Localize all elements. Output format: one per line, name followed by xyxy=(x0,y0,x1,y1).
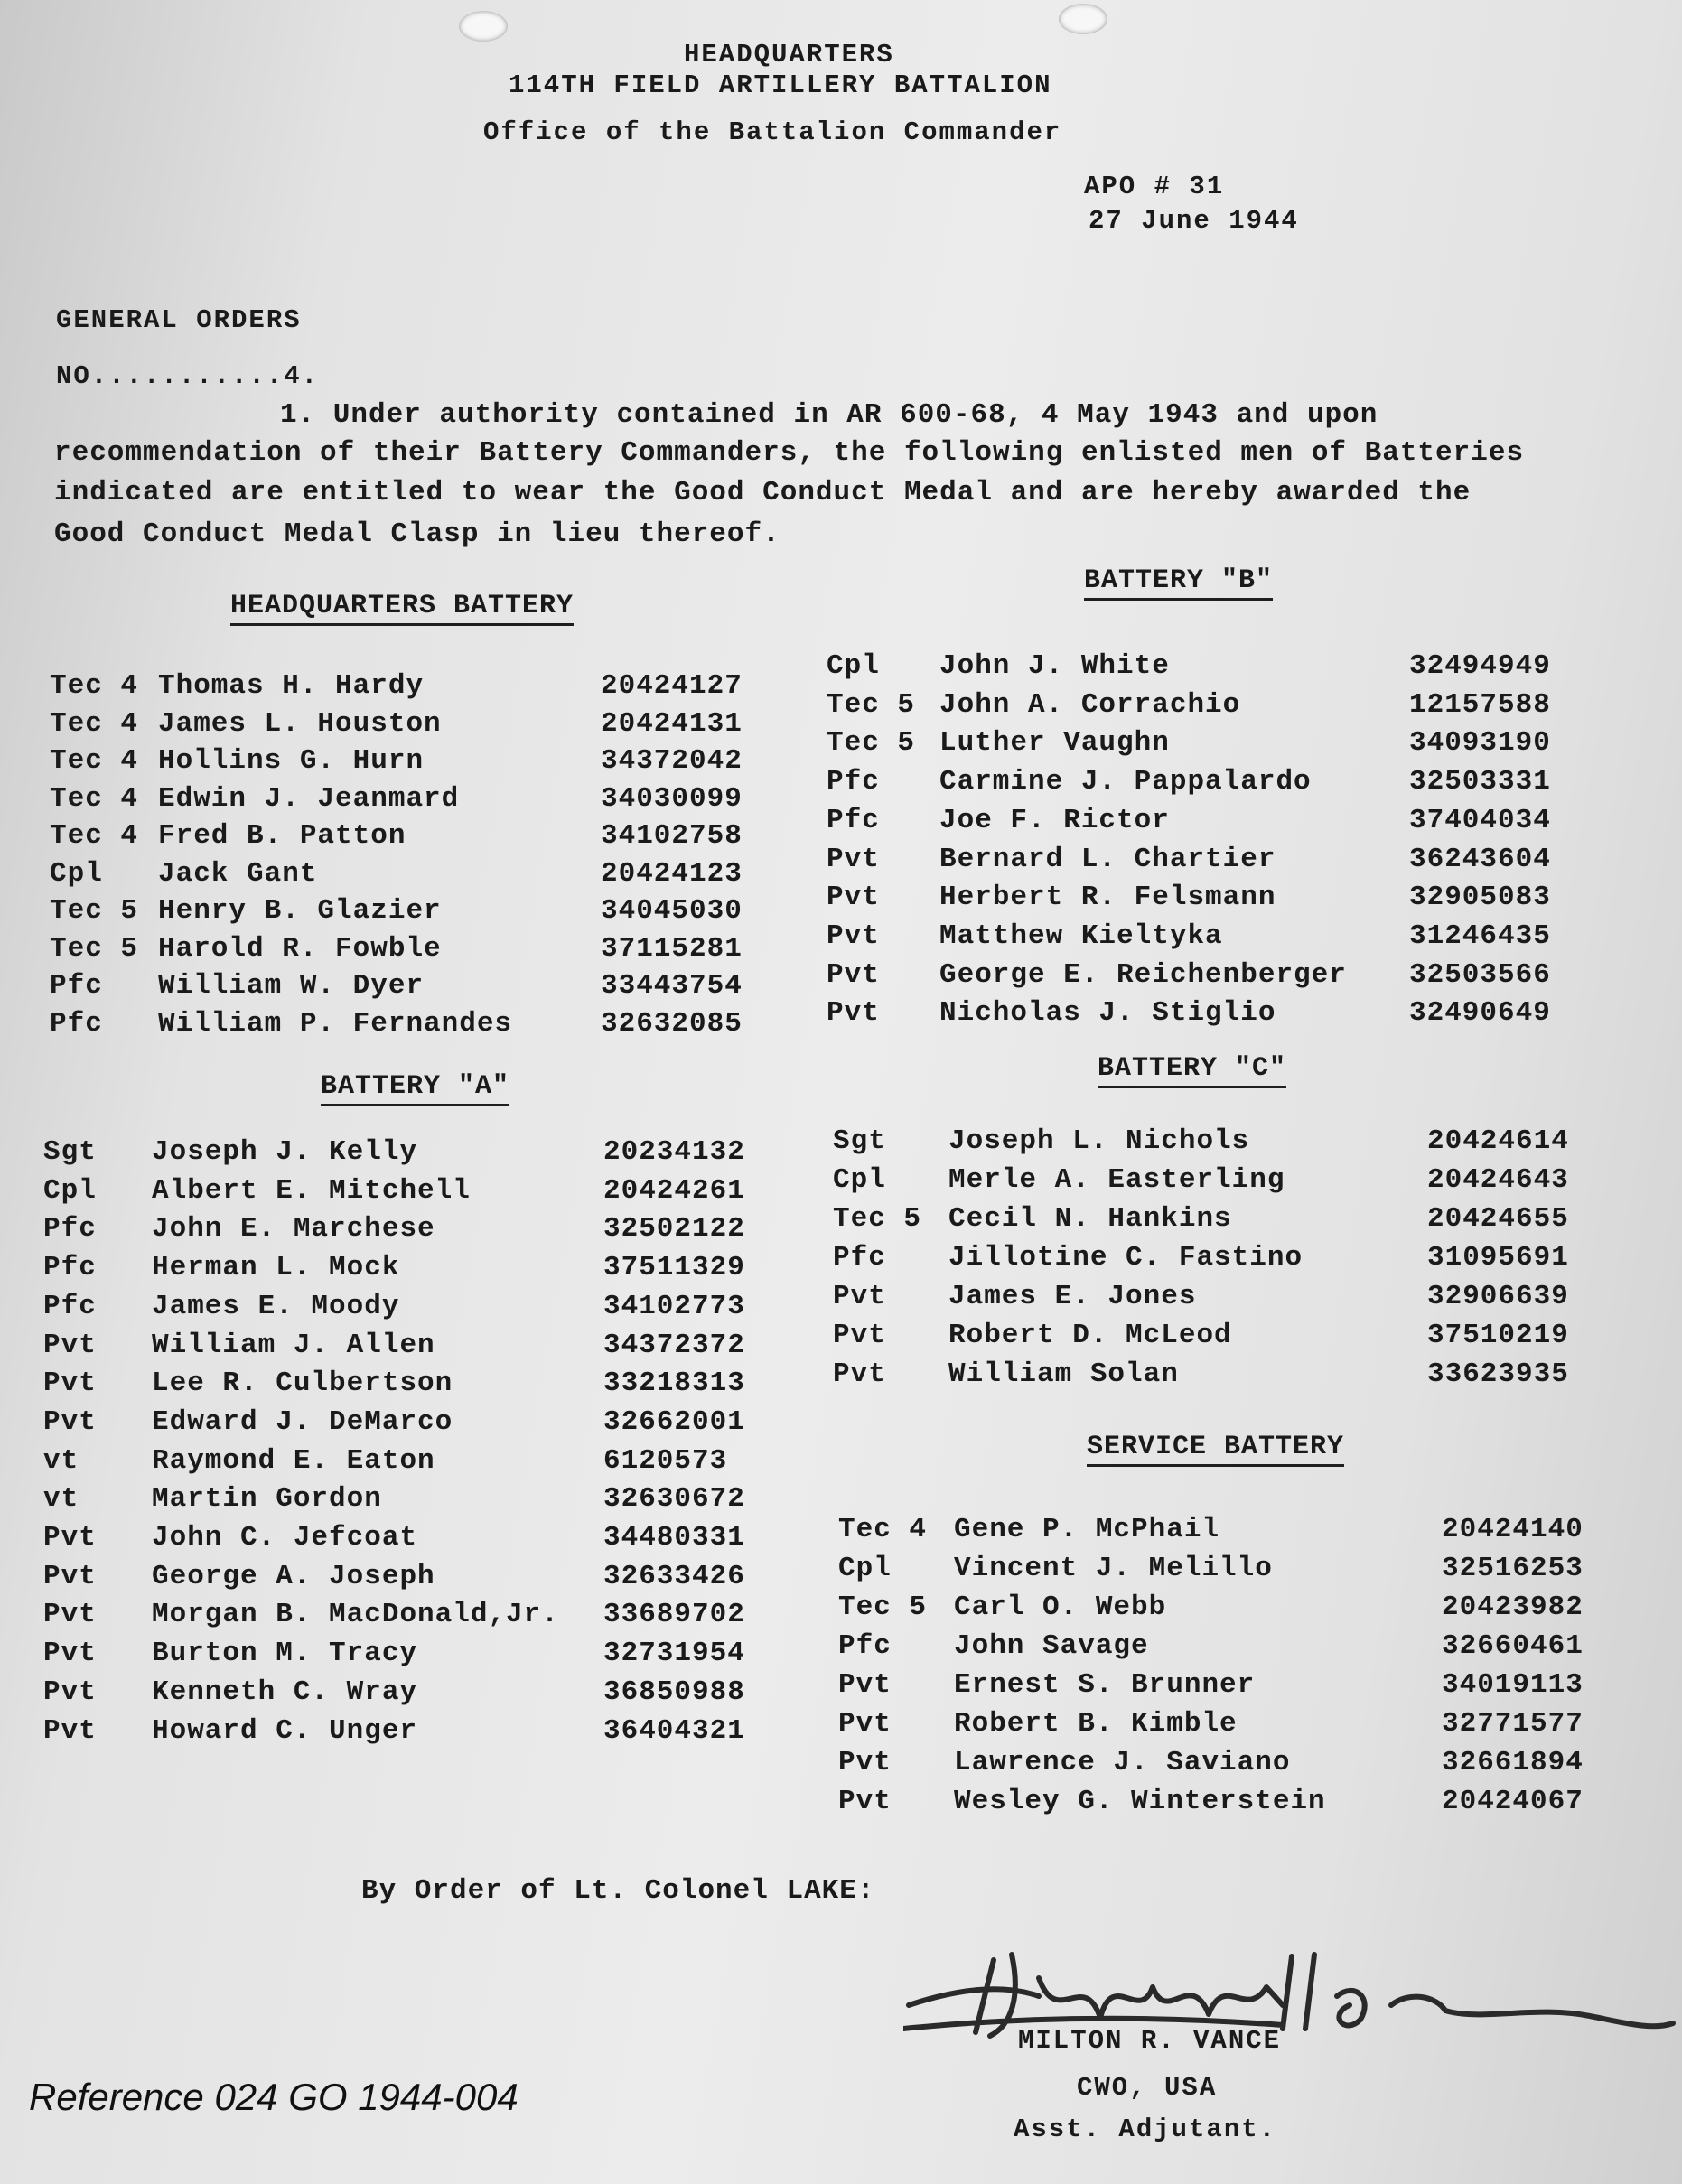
soldier-name: Edward J. DeMarco xyxy=(152,1405,453,1438)
rank: Tec 5 xyxy=(50,932,139,965)
rank: Pfc xyxy=(50,1007,103,1040)
header-apo: APO # 31 xyxy=(1084,172,1225,201)
serial-number: 32731954 xyxy=(603,1638,745,1670)
by-order-line: By Order of Lt. Colonel LAKE: xyxy=(361,1875,875,1907)
serial-number: 20424614 xyxy=(1427,1125,1569,1157)
battery-a-heading: BATTERY "A" xyxy=(321,1071,509,1106)
rank: Pvt xyxy=(43,1675,97,1708)
soldier-name: Martin Gordon xyxy=(152,1483,382,1516)
serial-number: 32905083 xyxy=(1409,882,1551,914)
soldier-name: Luther Vaughn xyxy=(939,727,1170,760)
soldier-name: Joseph L. Nichols xyxy=(948,1125,1250,1157)
soldier-name: John E. Marchese xyxy=(152,1213,435,1246)
rank: Cpl xyxy=(827,650,880,682)
rank: Pvt xyxy=(838,1786,892,1817)
soldier-name: James L. Houston xyxy=(158,707,442,740)
serial-number: 34019113 xyxy=(1442,1669,1584,1701)
serial-number: 20424123 xyxy=(601,857,743,890)
rank: Tec 5 xyxy=(827,727,916,760)
soldier-name: Carl O. Webb xyxy=(954,1591,1167,1623)
rank: Tec 5 xyxy=(827,688,916,721)
serial-number: 34102773 xyxy=(603,1290,745,1322)
rank: Pvt xyxy=(827,997,880,1030)
rank: Pvt xyxy=(838,1708,892,1740)
rank: Cpl xyxy=(50,857,103,890)
serial-number: 32503566 xyxy=(1409,958,1551,991)
orders-title: GENERAL ORDERS xyxy=(56,305,302,335)
soldier-name: Joe F. Rictor xyxy=(939,804,1170,836)
serial-number: 36243604 xyxy=(1409,843,1551,875)
soldier-name: William J. Allen xyxy=(152,1329,435,1361)
soldier-name: Herman L. Mock xyxy=(152,1252,400,1284)
rank: Pvt xyxy=(833,1320,886,1351)
soldier-name: Burton M. Tracy xyxy=(152,1638,418,1670)
service-battery-heading: SERVICE BATTERY xyxy=(1087,1432,1344,1467)
rank: Sgt xyxy=(833,1125,886,1157)
serial-number: 37510219 xyxy=(1427,1320,1569,1351)
rank: Tec 4 xyxy=(50,670,139,702)
rank: Pvt xyxy=(827,919,880,952)
soldier-name: Wesley G. Winterstein xyxy=(954,1786,1326,1817)
serial-number: 20423982 xyxy=(1442,1591,1584,1623)
soldier-name: Albert E. Mitchell xyxy=(152,1174,471,1207)
signer-name: MILTON R. VANCE xyxy=(1018,2026,1282,2056)
serial-number: 33623935 xyxy=(1427,1358,1569,1390)
paragraph-line-4: Good Conduct Medal Clasp in lieu thereof. xyxy=(54,518,780,550)
serial-number: 37404034 xyxy=(1409,804,1551,836)
rank: Pfc xyxy=(827,766,880,798)
header-headquarters: HEADQUARTERS xyxy=(684,40,894,70)
soldier-name: William W. Dyer xyxy=(158,970,425,1002)
soldier-name: Harold R. Fowble xyxy=(158,932,442,965)
rank: Pvt xyxy=(833,1281,886,1312)
soldier-name: Vincent J. Melillo xyxy=(954,1553,1273,1584)
serial-number: 34372042 xyxy=(601,745,743,777)
signer-rank: CWO, USA xyxy=(1077,2073,1218,2103)
serial-number: 32516253 xyxy=(1442,1553,1584,1584)
rank: Cpl xyxy=(43,1174,97,1207)
reference-caption: Reference 024 GO 1944-004 xyxy=(29,2076,519,2118)
serial-number: 36850988 xyxy=(603,1675,745,1708)
serial-number: 20424261 xyxy=(603,1174,745,1207)
serial-number: 34372372 xyxy=(603,1329,745,1361)
punch-hole-right xyxy=(1059,4,1107,34)
rank: Pfc xyxy=(50,970,103,1002)
soldier-name: Robert D. McLeod xyxy=(948,1320,1232,1351)
rank: Pvt xyxy=(827,958,880,991)
paragraph-line-3: indicated are entitled to wear the Good Conduct Medal and are hereby awarded the xyxy=(54,477,1472,509)
rank: Pfc xyxy=(43,1290,97,1322)
serial-number: 33443754 xyxy=(601,970,743,1002)
serial-number: 33689702 xyxy=(603,1599,745,1631)
serial-number: 20424067 xyxy=(1442,1786,1584,1817)
rank: Tec 4 xyxy=(50,745,139,777)
rank: Tec 4 xyxy=(838,1514,928,1545)
serial-number: 20424140 xyxy=(1442,1514,1584,1545)
rank: Pvt xyxy=(827,843,880,875)
serial-number: 6120573 xyxy=(603,1444,728,1477)
serial-number: 31095691 xyxy=(1427,1242,1569,1274)
serial-number: 32494949 xyxy=(1409,650,1551,682)
rank: Tec 5 xyxy=(50,895,139,927)
rank: Pfc xyxy=(833,1242,886,1274)
soldier-name: William Solan xyxy=(948,1358,1179,1390)
rank: Pfc xyxy=(838,1630,892,1662)
rank: Pvt xyxy=(43,1638,97,1670)
serial-number: 32633426 xyxy=(603,1560,745,1592)
serial-number: 34102758 xyxy=(601,820,743,852)
rank: Tec 4 xyxy=(50,707,139,740)
soldier-name: Jack Gant xyxy=(158,857,318,890)
paragraph-line-2: recommendation of their Battery Commanders, the following enlisted men of Batteries xyxy=(54,437,1525,469)
soldier-name: John Savage xyxy=(954,1630,1149,1662)
serial-number: 20424655 xyxy=(1427,1203,1569,1235)
rank: vt xyxy=(43,1483,79,1516)
rank: Cpl xyxy=(833,1164,886,1196)
paragraph-line-1: 1. Under authority contained in AR 600-68, 4 May 1943 and upon xyxy=(280,399,1378,431)
serial-number: 32503331 xyxy=(1409,766,1551,798)
soldier-name: Nicholas J. Stiglio xyxy=(939,997,1276,1030)
soldier-name: John A. Corrachio xyxy=(939,688,1241,721)
orders-number: NO...........4. xyxy=(56,361,320,391)
soldier-name: Thomas H. Hardy xyxy=(158,670,425,702)
rank: Pfc xyxy=(827,804,880,836)
soldier-name: Lee R. Culbertson xyxy=(152,1367,453,1400)
battery-b-heading: BATTERY "B" xyxy=(1084,565,1273,601)
soldier-name: Fred B. Patton xyxy=(158,820,406,852)
soldier-name: Howard C. Unger xyxy=(152,1714,418,1747)
soldier-name: Joseph J. Kelly xyxy=(152,1136,418,1168)
soldier-name: Merle A. Easterling xyxy=(948,1164,1285,1196)
soldier-name: Raymond E. Eaton xyxy=(152,1444,435,1477)
soldier-name: James E. Jones xyxy=(948,1281,1197,1312)
soldier-name: Lawrence J. Saviano xyxy=(954,1747,1291,1778)
rank: vt xyxy=(43,1444,79,1477)
rank: Tec 4 xyxy=(50,820,139,852)
soldier-name: James E. Moody xyxy=(152,1290,400,1322)
serial-number: 34093190 xyxy=(1409,727,1551,760)
serial-number: 20424643 xyxy=(1427,1164,1569,1196)
punch-hole-left xyxy=(459,11,508,42)
serial-number: 20234132 xyxy=(603,1136,745,1168)
rank: Pvt xyxy=(43,1560,97,1592)
soldier-name: Kenneth C. Wray xyxy=(152,1675,418,1708)
soldier-name: Robert B. Kimble xyxy=(954,1708,1238,1740)
serial-number: 34480331 xyxy=(603,1522,745,1554)
soldier-name: Carmine J. Pappalardo xyxy=(939,766,1312,798)
serial-number: 32632085 xyxy=(601,1007,743,1040)
rank: Tec 5 xyxy=(833,1203,922,1235)
rank: Pvt xyxy=(43,1599,97,1631)
rank: Pfc xyxy=(43,1213,97,1246)
rank: Pfc xyxy=(43,1252,97,1284)
header-office: Office of the Battalion Commander xyxy=(483,117,1062,147)
soldier-name: Herbert R. Felsmann xyxy=(939,882,1276,914)
serial-number: 37511329 xyxy=(603,1252,745,1284)
serial-number: 34045030 xyxy=(601,895,743,927)
rank: Pvt xyxy=(43,1522,97,1554)
serial-number: 31246435 xyxy=(1409,919,1551,952)
soldier-name: Gene P. McPhail xyxy=(954,1514,1220,1545)
rank: Pvt xyxy=(838,1669,892,1701)
serial-number: 12157588 xyxy=(1409,688,1551,721)
soldier-name: Edwin J. Jeanmard xyxy=(158,782,460,815)
soldier-name: John C. Jefcoat xyxy=(152,1522,418,1554)
soldier-name: George E. Reichenberger xyxy=(939,958,1347,991)
soldier-name: William P. Fernandes xyxy=(158,1007,513,1040)
hq-battery-heading: HEADQUARTERS BATTERY xyxy=(230,591,574,626)
rank: Cpl xyxy=(838,1553,892,1584)
serial-number: 32630672 xyxy=(603,1483,745,1516)
rank: Pvt xyxy=(43,1329,97,1361)
serial-number: 33218313 xyxy=(603,1367,745,1400)
soldier-name: George A. Joseph xyxy=(152,1560,435,1592)
header-battalion: 114TH FIELD ARTILLERY BATTALION xyxy=(509,70,1052,100)
rank: Tec 4 xyxy=(50,782,139,815)
soldier-name: Bernard L. Chartier xyxy=(939,843,1276,875)
serial-number: 32502122 xyxy=(603,1213,745,1246)
rank: Tec 5 xyxy=(838,1591,928,1623)
serial-number: 20424131 xyxy=(601,707,743,740)
signer-title: Asst. Adjutant. xyxy=(1014,2114,1277,2144)
soldier-name: Jillotine C. Fastino xyxy=(948,1242,1304,1274)
serial-number: 32661894 xyxy=(1442,1747,1584,1778)
serial-number: 37115281 xyxy=(601,932,743,965)
soldier-name: Ernest S. Brunner xyxy=(954,1669,1256,1701)
serial-number: 32906639 xyxy=(1427,1281,1569,1312)
serial-number: 32490649 xyxy=(1409,997,1551,1030)
battery-c-heading: BATTERY "C" xyxy=(1098,1053,1286,1088)
rank: Pvt xyxy=(827,882,880,914)
serial-number: 36404321 xyxy=(603,1714,745,1747)
rank: Pvt xyxy=(838,1747,892,1778)
rank: Pvt xyxy=(833,1358,886,1390)
rank: Pvt xyxy=(43,1367,97,1400)
header-date: 27 June 1944 xyxy=(1089,206,1299,236)
soldier-name: Morgan B. MacDonald,Jr. xyxy=(152,1599,559,1631)
serial-number: 34030099 xyxy=(601,782,743,815)
serial-number: 32771577 xyxy=(1442,1708,1584,1740)
rank: Pvt xyxy=(43,1714,97,1747)
soldier-name: Henry B. Glazier xyxy=(158,895,442,927)
soldier-name: Matthew Kieltyka xyxy=(939,919,1223,952)
serial-number: 32662001 xyxy=(603,1405,745,1438)
rank: Sgt xyxy=(43,1136,97,1168)
serial-number: 32660461 xyxy=(1442,1630,1584,1662)
soldier-name: Hollins G. Hurn xyxy=(158,745,425,777)
soldier-name: John J. White xyxy=(939,650,1170,682)
serial-number: 20424127 xyxy=(601,670,743,702)
soldier-name: Cecil N. Hankins xyxy=(948,1203,1232,1235)
rank: Pvt xyxy=(43,1405,97,1438)
